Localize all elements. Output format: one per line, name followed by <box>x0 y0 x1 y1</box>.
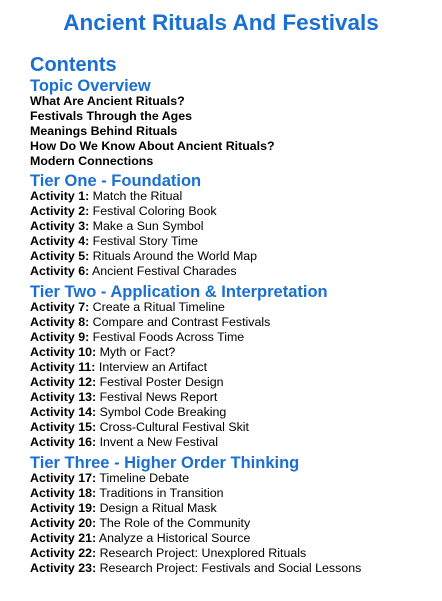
activity-title: Festival Coloring Book <box>92 204 217 218</box>
activity-item[interactable] <box>30 315 270 330</box>
activity-number: Activity 7: <box>30 300 90 314</box>
activity-item[interactable] <box>30 204 257 219</box>
activity-item[interactable] <box>30 390 270 405</box>
overview-item[interactable]: Modern Connections <box>30 154 154 168</box>
activity-item[interactable] <box>30 345 270 360</box>
activity-item[interactable] <box>30 300 270 315</box>
activity-title: Research Project: Festivals and Social Lessons <box>99 561 362 575</box>
page-title: Ancient Rituals And Festivals <box>63 10 379 35</box>
overview-item[interactable]: Festivals Through the Ages <box>30 109 193 123</box>
activity-number: Activity 1: <box>30 189 90 203</box>
activity-item[interactable] <box>30 531 361 546</box>
activity-number: Activity 15: <box>30 420 97 434</box>
overview-item[interactable]: How Do We Know About Ancient Rituals? <box>30 139 275 153</box>
activity-title: The Role of the Community <box>99 516 251 530</box>
activity-title: Symbol Code Breaking <box>99 405 227 419</box>
activity-title: Festival Story Time <box>92 234 199 248</box>
tier-three-heading: Tier Three - Higher Order Thinking <box>30 454 300 472</box>
tier-one-heading: Tier One - Foundation <box>30 172 202 190</box>
activity-title: Traditions in Transition <box>99 486 224 500</box>
activity-number: Activity 4: <box>30 234 90 248</box>
activity-number: Activity 3: <box>30 219 90 233</box>
activity-number: Activity 13: <box>30 390 97 404</box>
activity-title: Make a Sun Symbol <box>92 219 204 233</box>
activity-item[interactable] <box>30 234 257 249</box>
activity-number: Activity 22: <box>30 546 97 560</box>
activity-number: Activity 18: <box>30 486 97 500</box>
activity-number: Activity 21: <box>30 531 97 545</box>
activity-title: Analyze a Historical Source <box>98 531 251 545</box>
activity-item[interactable] <box>30 516 361 531</box>
activity-title: Invent a New Festival <box>99 435 219 449</box>
activity-item[interactable] <box>30 189 257 204</box>
activity-title: Compare and Contrast Festivals <box>92 315 271 329</box>
activity-item[interactable] <box>30 546 361 561</box>
activity-number: Activity 8: <box>30 315 90 329</box>
activity-item[interactable] <box>30 405 270 420</box>
activity-number: Activity 23: <box>30 561 97 575</box>
activity-item[interactable] <box>30 249 257 264</box>
activity-number: Activity 16: <box>30 435 97 449</box>
activity-number: Activity 9: <box>30 330 90 344</box>
activity-title: Rituals Around the World Map <box>92 249 258 263</box>
activity-number: Activity 20: <box>30 516 97 530</box>
activity-number: Activity 10: <box>30 345 97 359</box>
activity-number: Activity 11: <box>30 360 96 374</box>
activity-title: Festival News Report <box>99 390 218 404</box>
activity-item[interactable] <box>30 219 257 234</box>
activity-title: Design a Ritual Mask <box>99 501 217 515</box>
activity-number: Activity 12: <box>30 375 97 389</box>
activity-title: Timeline Debate <box>99 471 190 485</box>
activity-item[interactable] <box>30 375 270 390</box>
activity-number: Activity 14: <box>30 405 97 419</box>
activity-title: Research Project: Unexplored Rituals <box>99 546 307 560</box>
activity-title: Festival Foods Across Time <box>92 330 245 344</box>
tier-two-activity-list <box>30 300 270 450</box>
activity-item[interactable] <box>30 420 270 435</box>
activity-item[interactable] <box>30 360 270 375</box>
tier-three-activity-list <box>30 471 361 576</box>
activity-item[interactable] <box>30 264 257 279</box>
activity-title: Myth or Fact? <box>99 345 176 359</box>
activity-item[interactable] <box>30 330 270 345</box>
activity-title: Interview an Artifact <box>98 360 208 374</box>
overview-item[interactable]: What Are Ancient Rituals? <box>30 94 185 108</box>
tier-one-activity-list <box>30 189 257 279</box>
activity-number: Activity 6: <box>30 264 90 278</box>
tier-two-heading: Tier Two - Application & Interpretation <box>30 283 328 301</box>
topic-overview-heading: Topic Overview <box>30 77 151 95</box>
activity-title: Ancient Festival Charades <box>91 264 237 278</box>
activity-number: Activity 19: <box>30 501 97 515</box>
activity-title: Cross-Cultural Festival Skit <box>99 420 249 434</box>
activity-number: Activity 2: <box>30 204 90 218</box>
activity-number: Activity 17: <box>30 471 97 485</box>
activity-item[interactable] <box>30 501 361 516</box>
activity-title: Festival Poster Design <box>99 375 224 389</box>
activity-number: Activity 5: <box>30 249 90 263</box>
topic-overview-list <box>30 94 275 169</box>
activity-title: Create a Ritual Timeline <box>92 300 225 314</box>
contents-heading: Contents <box>30 54 117 76</box>
activity-item[interactable] <box>30 486 361 501</box>
activity-item[interactable] <box>30 471 361 486</box>
activity-item[interactable] <box>30 435 270 450</box>
activity-title: Match the Ritual <box>92 189 183 203</box>
activity-item[interactable] <box>30 561 361 576</box>
overview-item[interactable]: Meanings Behind Rituals <box>30 124 178 138</box>
